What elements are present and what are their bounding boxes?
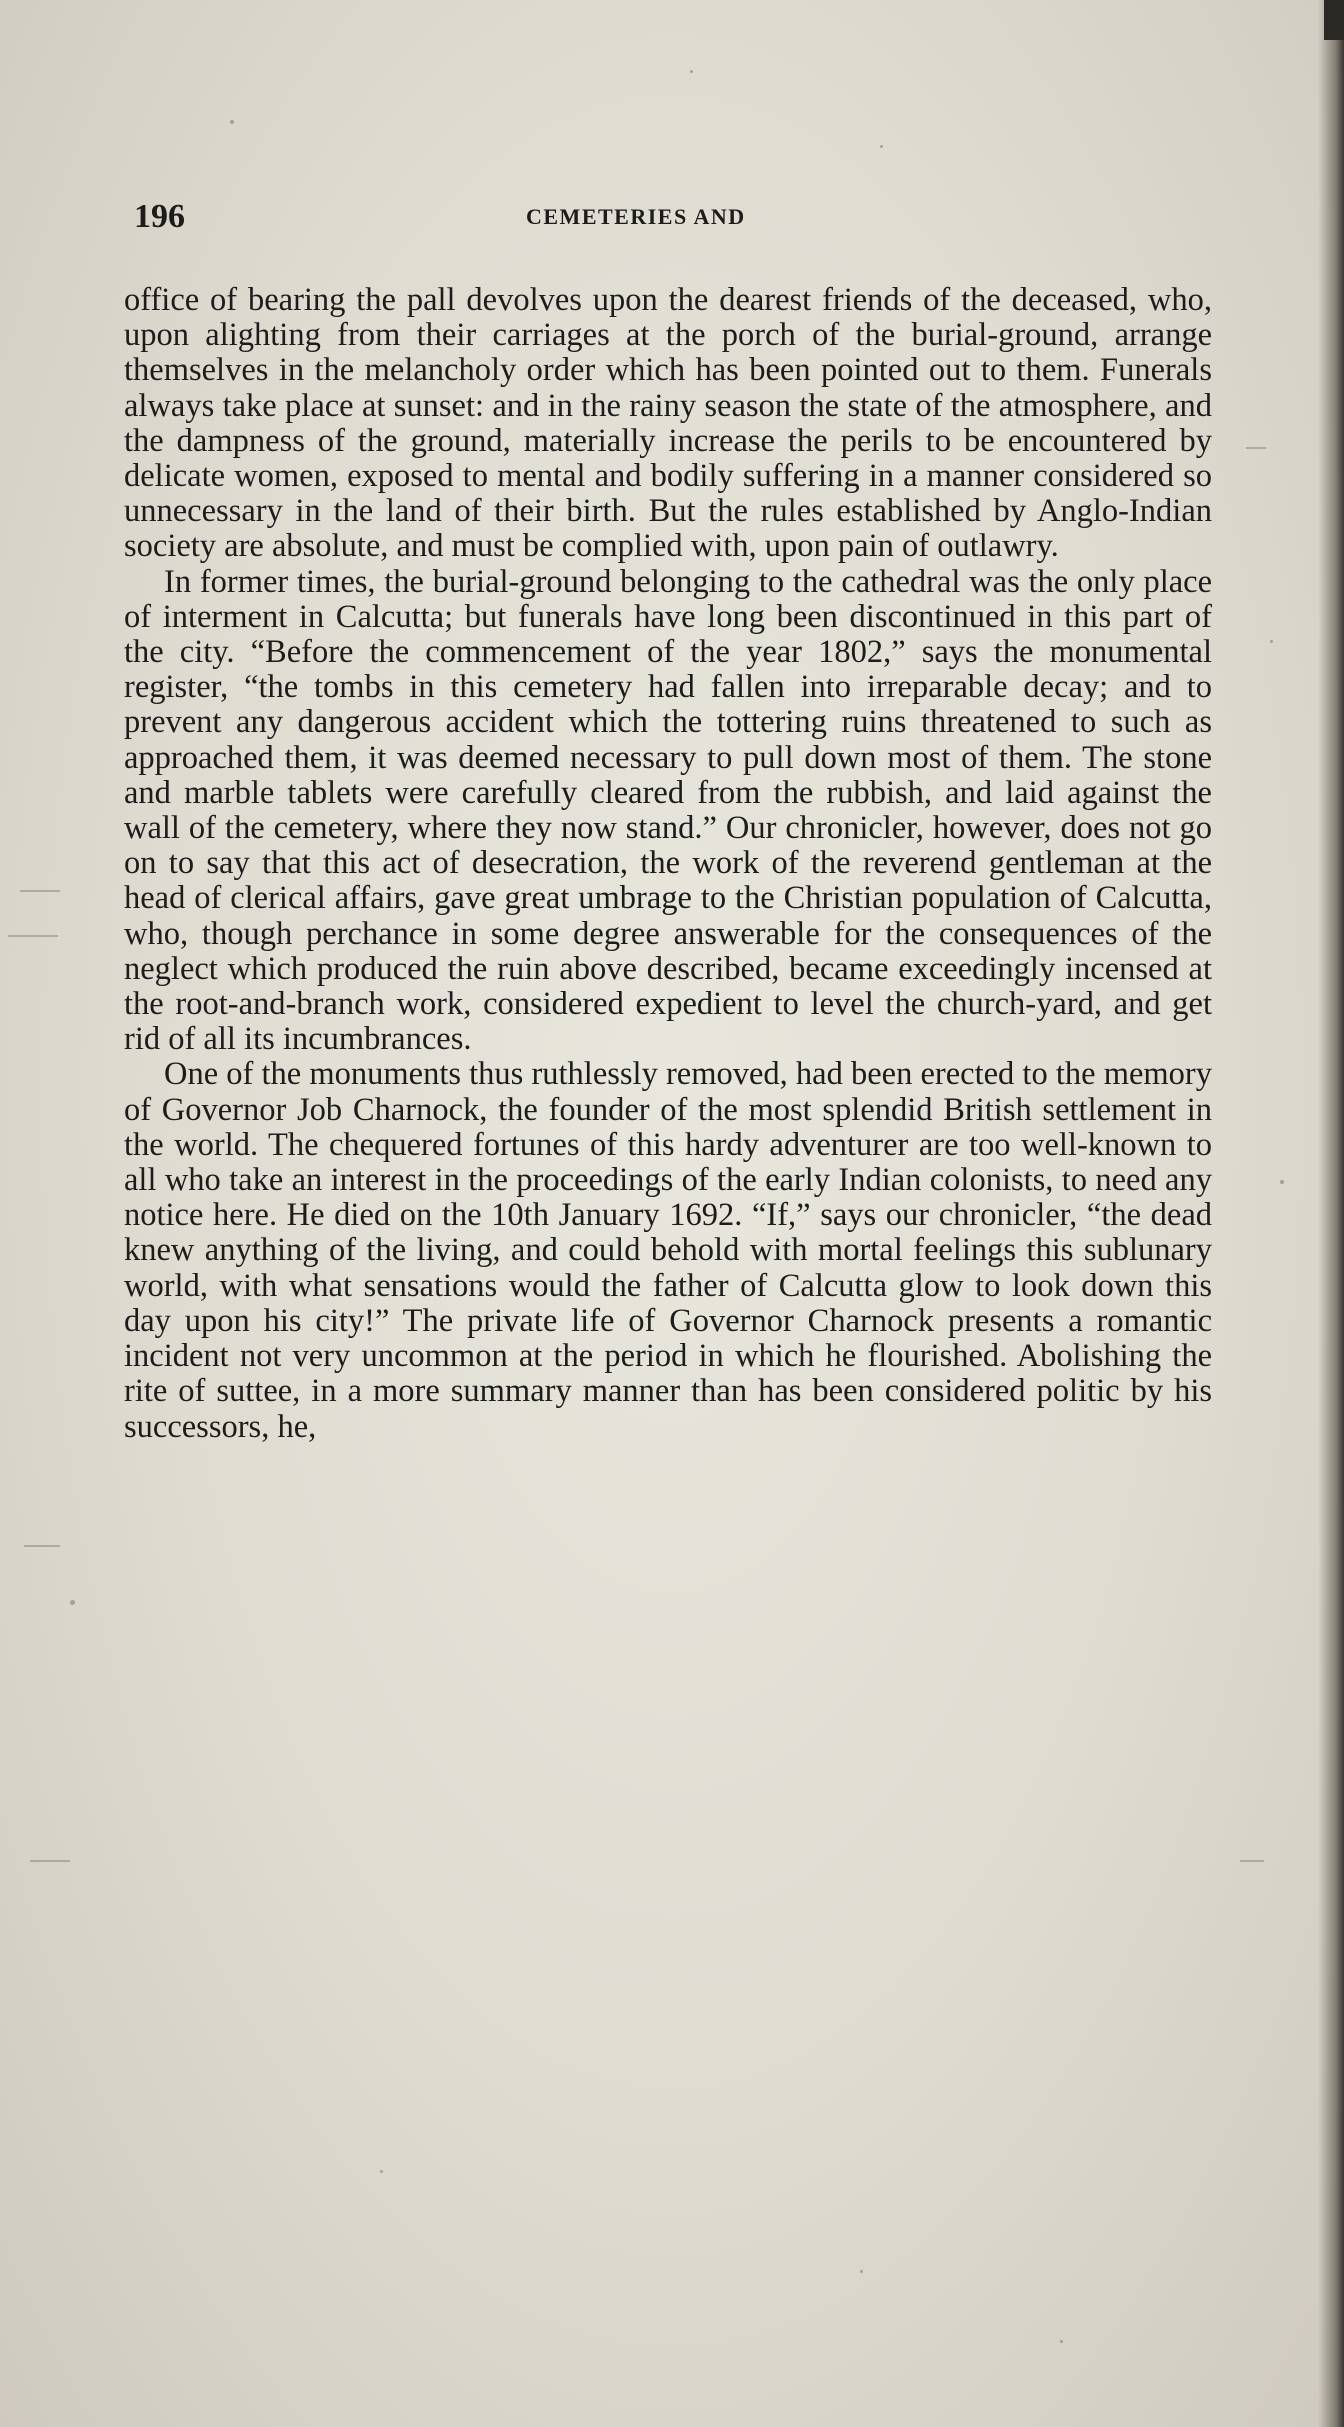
paper-speck	[690, 70, 693, 73]
paper-speck	[1280, 1180, 1284, 1184]
paper-speck	[860, 2270, 863, 2273]
margin-mark	[8, 935, 58, 937]
paper-speck	[1060, 2340, 1063, 2343]
page-header	[134, 198, 1214, 242]
paragraph: One of the monuments thus ruthlessly removed, had been erected to the memory of Governor Job Charnock, the founder of the most splendid British settlement in the world. The chequered fortunes of this hardy adventurer are too well-known to all who take an interest in the proceedings of the early Indian colonists, to need any notice here. He died on the 10th January 1692. “If,” says our chronicler, “the dead knew anything of the living, and could behold with mortal feelings this sublunary world, with what sensations would the father of Calcutta glow to look down this day upon his city!” The private life of Governor Charnock presents a romantic incident not very uncommon at the period in which he flourished. Abolishing the rite of suttee, in a more summary manner than has been considered politic by his successors, he,	[124, 1056, 1212, 1445]
paper-speck	[1270, 640, 1273, 643]
paper-speck	[70, 1600, 75, 1605]
margin-mark	[1246, 447, 1266, 449]
margin-mark	[1240, 1860, 1264, 1862]
margin-mark	[20, 890, 60, 892]
page-edge-shadow	[1318, 0, 1344, 2427]
page-corner	[1324, 0, 1344, 40]
margin-mark	[24, 1545, 60, 1547]
margin-mark	[30, 1860, 70, 1862]
paper-speck	[230, 120, 234, 124]
paragraph: office of bearing the pall devolves upon the dearest friends of the deceased, who, upon alighting from their carriages at the porch of the burial-ground, arrange themselves in the melancholy order which has been pointed out to them. Funerals always take place at sunset: and in the rainy season the state of the atmosphere, and the dampness of the ground, materially increase the perils to be encountered by delicate women, exposed to mental and bodily suffering in a manner considered so unnecessary in the land of their birth. But the rules established by Anglo-Indian society are absolute, and must be complied with, upon pain of outlawry.	[124, 282, 1212, 565]
body-text	[124, 283, 1212, 1445]
paper-speck	[880, 145, 883, 148]
paper-speck	[380, 2170, 383, 2173]
paragraph: In former times, the burial-ground belonging to the cathedral was the only place of interment in Calcutta; but funerals have long been discontinued in this part of the city. “Before the commencement of the year 1802,” says the monumental register, “the tombs in this cemetery had fallen into irreparable decay; and to prevent any dangerous accident which the tottering ruins threatened to such as approached them, it was deemed necessary to pull down most of them. The stone and marble tablets were carefully cleared from the rubbish, and laid against the wall of the cemetery, where they now stand.” Our chronicler, however, does not go on to say that this act of desecration, the work of the reverend gentleman at the head of clerical affairs, gave great umbrage to the Christian population of Calcutta, who, though perchance in some degree answerable for the consequences of the neglect which produced the ruin above described, became exceedingly incensed at the root-and-branch work, considered expedient to level the church-yard, and get rid of all its incumbrances.	[124, 563, 1212, 1058]
running-title: CEMETERIES AND	[526, 204, 746, 229]
page-number: 196	[134, 198, 185, 235]
